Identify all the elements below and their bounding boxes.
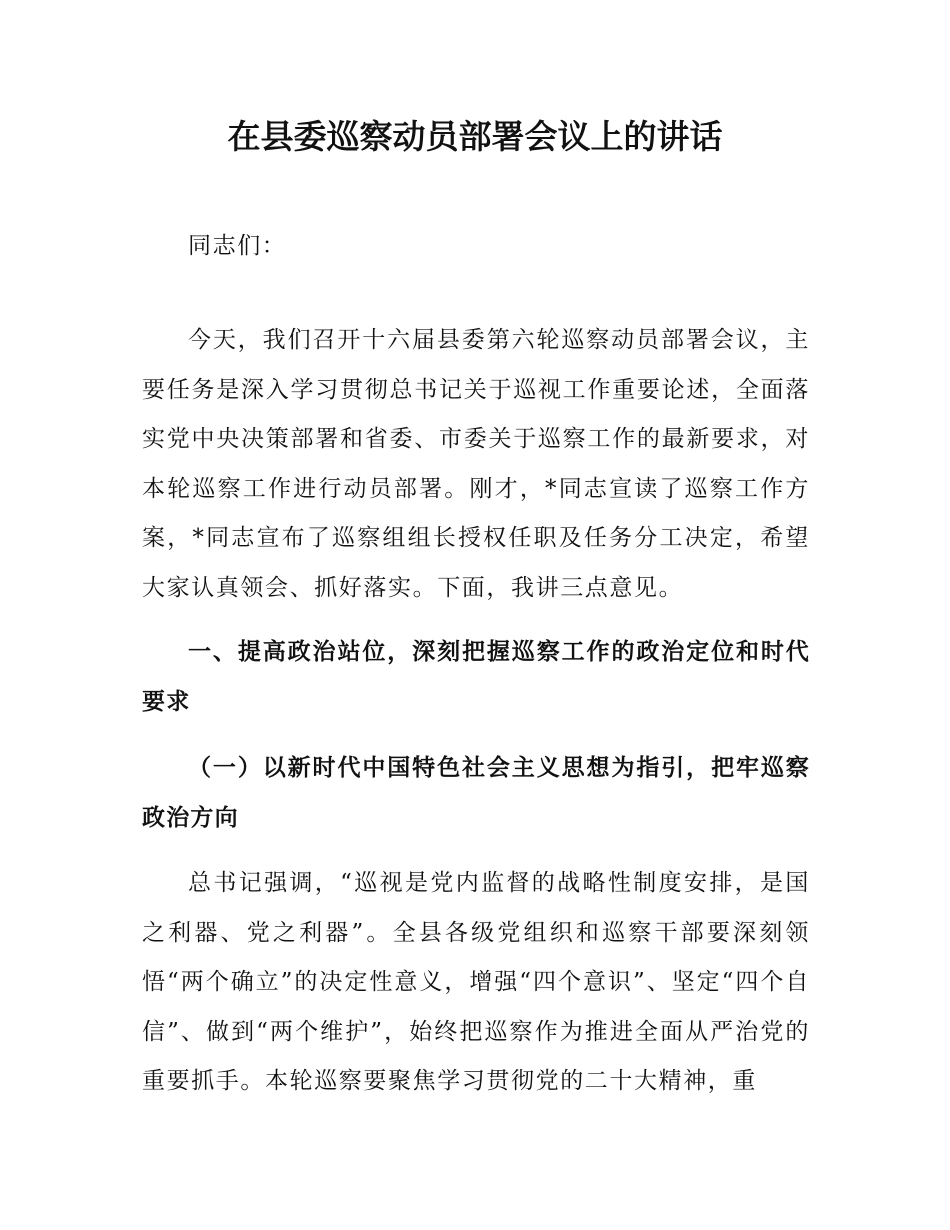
section-heading-1: 一、提高政治站位，深刻把握巡察工作的政治定位和时代要求 <box>142 639 810 715</box>
greeting-paragraph: 同志们： <box>188 233 287 259</box>
intro-paragraph: 今天，我们召开十六届县委第六轮巡察动员部署会议，主要任务是深入学习贯彻总书记关于巡视工作重要论述，全面落实党中央决策部署和省委、市委关于巡察工作的最新要求，对本轮巡察工作进行动员部署。刚才，*同志宣读了巡察工作方案，*同志宣布了巡察组组长授权任职及任务分工决定，希望大家认真领会、抓好落实。下面，我讲三点意见。 <box>142 327 810 601</box>
subsection-heading-1-1: （一）以新时代中国特色社会主义思想为指引，把牢巡察政治方向 <box>142 755 810 831</box>
section-1-paragraph: 总书记强调，“巡视是党内监督的战略性制度安排，是国之利器、党之利器”。全县各级党组织和巡察干部要深刻领悟“两个确立”的决定性意义，增强“四个意识”、坚定“四个自信”、做到“两个维护”，始终把巡察作为推进全面从严治党的重要抓手。本轮巡察要聚焦学习贯彻党的二十大精神，重 <box>142 870 810 1094</box>
document-title: 在县委巡察动员部署会议上的讲话 <box>227 117 723 156</box>
